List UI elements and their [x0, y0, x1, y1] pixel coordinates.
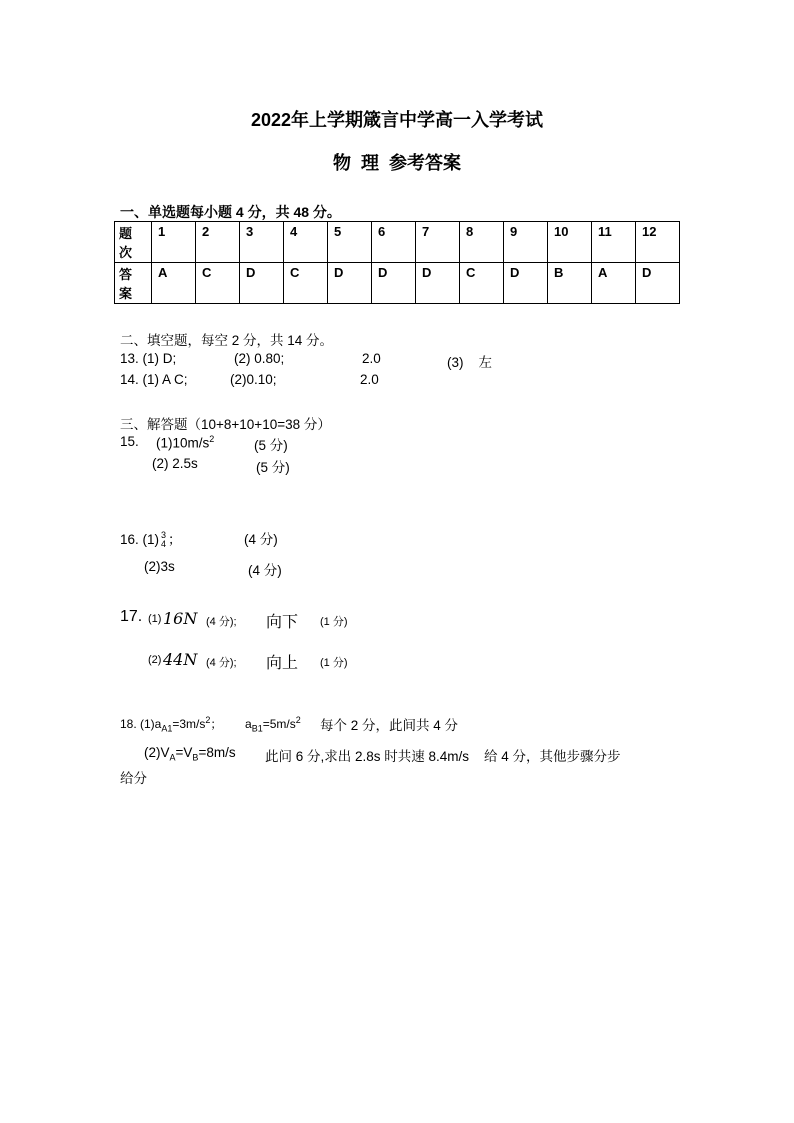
q13-part1: 13. (1) D; — [120, 351, 177, 366]
table-cell: A — [592, 263, 636, 304]
q16-answer1: 16. (1) 3 4 ； — [120, 530, 182, 550]
q15-score1: (5 分) — [254, 438, 288, 453]
q18-part2-note: 此问 6 分,求出 2.8s 时共速 8.4m/s 给 4 分，其他步骤分步 — [265, 749, 621, 764]
table-cell: 1 — [152, 222, 196, 263]
q17-part2-label: (2) — [148, 654, 162, 666]
section3-heading: 三、解答题（10+8+10+10=38 分） — [120, 417, 331, 432]
q17-line1 — [120, 608, 420, 632]
table-cell: 8 — [460, 222, 504, 263]
section2-heading: 二、填空题，每空 2 分，共 14 分。 — [120, 333, 334, 348]
table-cell: C — [196, 263, 240, 304]
q18-line3: 给分 — [120, 771, 147, 786]
q16-score2: (4 分) — [248, 563, 282, 578]
q16-answer2: (2)3s — [144, 559, 175, 574]
q15-answer2: (2) 2.5s — [152, 456, 198, 471]
q14-part2: (2)0.10; — [230, 372, 277, 387]
q16-line2 — [120, 559, 420, 577]
q17-part2-direction-score: (1 分) — [320, 657, 348, 669]
page-title: 2022年上学期箴言中学高一入学考试 — [250, 110, 544, 130]
table-cell: 2 — [196, 222, 240, 263]
table-cell: 7 — [416, 222, 460, 263]
section1-heading: 一、单选题每小题 4 分，共 48 分。 — [120, 204, 341, 220]
q18-part1-b: $a_{B1}=5m/s^2$ — [245, 715, 301, 734]
q18-part2-answer: $(2)V_A=V_B=8m/s$ — [144, 745, 236, 763]
q15-answer1: $(1)10m/s^2$ — [156, 434, 215, 451]
table-cell: D — [636, 263, 680, 304]
q18-part1-a: 18. $(1)a_{A1}=3m/s^2$； — [120, 715, 223, 734]
q17-part1-direction-score: (1 分) — [320, 616, 348, 628]
q13-line — [120, 351, 540, 369]
table-cell: C — [460, 263, 504, 304]
q17-part2-value: 44N — [163, 650, 198, 669]
table-row — [115, 263, 680, 304]
q17-line2 — [120, 649, 420, 673]
q15-line2 — [120, 456, 420, 474]
q17-part2-direction: 向上 — [266, 655, 299, 672]
q14-line — [120, 372, 540, 390]
q17-part1-score: (4 分); — [206, 616, 237, 628]
q14-part2-value: 2.0 — [360, 372, 379, 387]
table-cell: 9 — [504, 222, 548, 263]
table-row — [115, 222, 680, 263]
table-cell: 6 — [372, 222, 416, 263]
page-subtitle: 物 理 参考答案 — [332, 153, 461, 173]
table-cell: 10 — [548, 222, 592, 263]
q14-part1: 14. (1) A C; — [120, 372, 188, 387]
q15-line1 — [120, 434, 420, 452]
q18-line1 — [120, 713, 600, 733]
q16-line1 — [120, 524, 420, 550]
table-cell: D — [504, 263, 548, 304]
q17-part1-value: 16N — [163, 609, 198, 628]
q13-part2: (2) 0.80; — [234, 351, 285, 366]
row-label-answer: 答 案 — [115, 263, 152, 304]
table-cell: 3 — [240, 222, 284, 263]
table-cell: D — [372, 263, 416, 304]
q15-score2: (5 分) — [256, 460, 290, 475]
table-cell: D — [240, 263, 284, 304]
q18-line2 — [120, 745, 700, 765]
q17-part2-score: (4 分); — [206, 657, 237, 669]
table-cell: D — [416, 263, 460, 304]
fraction: 3 4 — [161, 530, 167, 550]
table-cell: A — [152, 263, 196, 304]
q17-part1-direction: 向下 — [266, 614, 299, 631]
q13-part2-value: 2.0 — [362, 351, 381, 366]
table-cell: B — [548, 263, 592, 304]
q18-part1-note: 每个 2 分，此间共 4 分 — [320, 718, 459, 733]
table-cell: 5 — [328, 222, 372, 263]
table-cell: C — [284, 263, 328, 304]
q16-score1: (4 分) — [244, 532, 278, 547]
q17-number: 17. — [120, 608, 143, 625]
q17-part1-label: (1) — [148, 613, 162, 625]
table-cell: D — [328, 263, 372, 304]
q13-part3: (3) 左 — [447, 355, 493, 370]
row-label-question-number: 题 次 — [115, 222, 152, 263]
answer-table — [114, 221, 680, 304]
table-cell: 11 — [592, 222, 636, 263]
table-cell: 12 — [636, 222, 680, 263]
q15-number: 15. — [120, 434, 139, 449]
table-cell: 4 — [284, 222, 328, 263]
